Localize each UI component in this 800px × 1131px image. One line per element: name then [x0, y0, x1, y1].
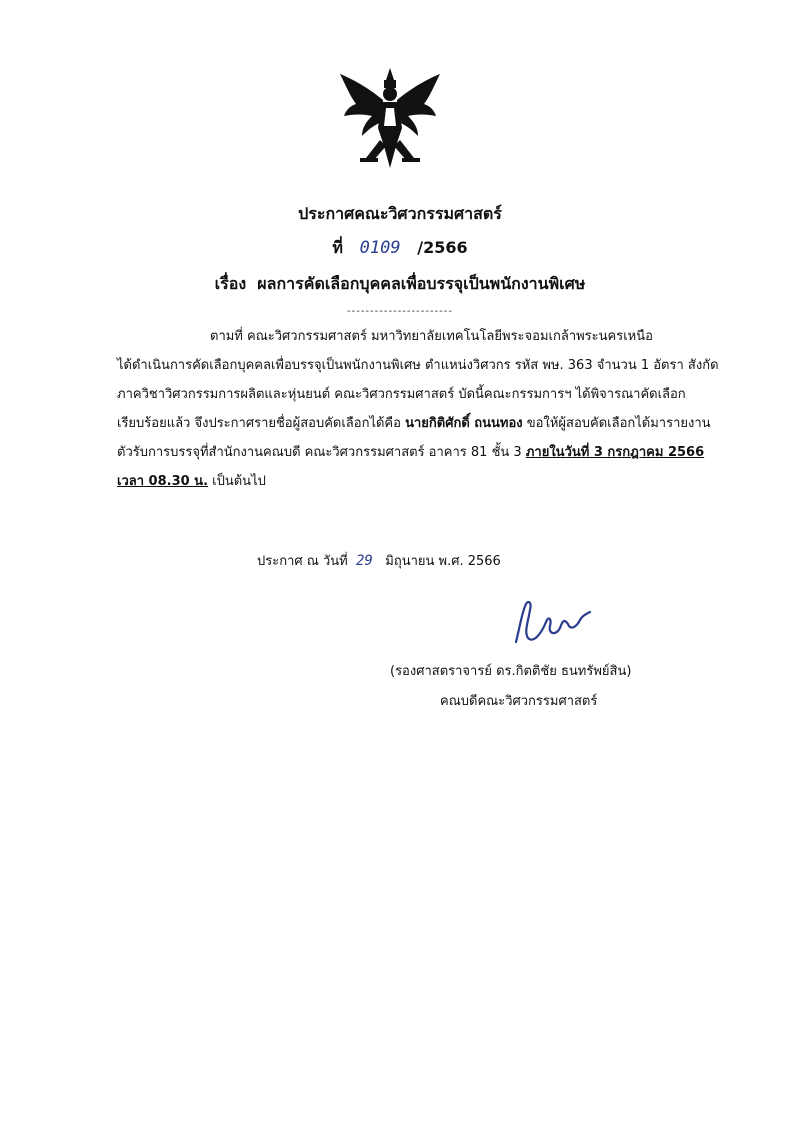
body-line-2: ได้ดำเนินการคัดเลือกบุคคลเพื่อบรรจุเป็นพนักงานพิเศษ ตำแหน่งวิศวกร รหัส พษ. 363 จำนวน 1 อัตรา สังกัด: [117, 358, 719, 373]
selected-candidate-name: นายกิติศักดิ์ ถนนทอง: [405, 416, 523, 431]
divider: -----------------------: [347, 306, 453, 317]
date-month-year: มิถุนายน พ.ศ. 2566: [385, 554, 501, 569]
document-number-handwritten: 0109: [359, 238, 401, 258]
line5-before: ตัวรับการบรรจุที่สำนักงานคณบดี คณะวิศวกรรมศาสตร์ อาคาร 81 ชั้น 3: [117, 445, 522, 460]
line4-before: เรียบร้อยแล้ว จึงประกาศรายชื่อผู้สอบคัดเลือกได้คือ: [117, 416, 401, 431]
date-prefix: ประกาศ ณ วันที่: [257, 554, 348, 569]
report-time: เวลา 08.30 น.: [117, 474, 209, 489]
line6-after: เป็นต้นไป: [212, 474, 266, 489]
subject-label: เรื่อง: [214, 274, 247, 293]
body-line-5: [117, 444, 705, 462]
document-number: [0, 236, 800, 261]
handwritten-signature: [506, 596, 596, 648]
garuda-emblem-icon: [336, 66, 444, 170]
signatory-name: (รองศาสตราจารย์ ดร.กิตติชัย ธนทรัพย์สิน): [390, 664, 632, 679]
number-prefix: ที่: [332, 238, 343, 257]
date-day-handwritten: 29: [356, 553, 373, 569]
body-line-1: ตามที่ คณะวิศวกรรมศาสตร์ มหาวิทยาลัยเทคโนโลยีพระจอมเกล้าพระนครเหนือ: [210, 329, 653, 344]
signatory-position: คณบดีคณะวิศวกรรมศาสตร์: [440, 694, 598, 709]
announcement-title: ประกาศคณะวิศวกรรมศาสตร์: [298, 204, 502, 223]
number-suffix: /2566: [417, 238, 468, 257]
body-line-4: [117, 415, 711, 433]
announcement-date: [257, 550, 501, 571]
body-line-3: ภาควิชาวิศวกรรมการผลิตและหุ่นยนต์ คณะวิศวกรรมศาสตร์ บัดนี้คณะกรรมการฯ ได้พิจารณาคัดเลือก: [117, 387, 686, 402]
announcement-subject: [0, 272, 800, 297]
report-deadline: ภายในวันที่ 3 กรกฎาคม 2566: [525, 445, 705, 460]
line4-after: ขอให้ผู้สอบคัดเลือกได้มารายงาน: [526, 416, 711, 431]
body-line-6: [117, 473, 697, 491]
subject-text: ผลการคัดเลือกบุคคลเพื่อบรรจุเป็นพนักงานพิเศษ: [257, 274, 586, 293]
